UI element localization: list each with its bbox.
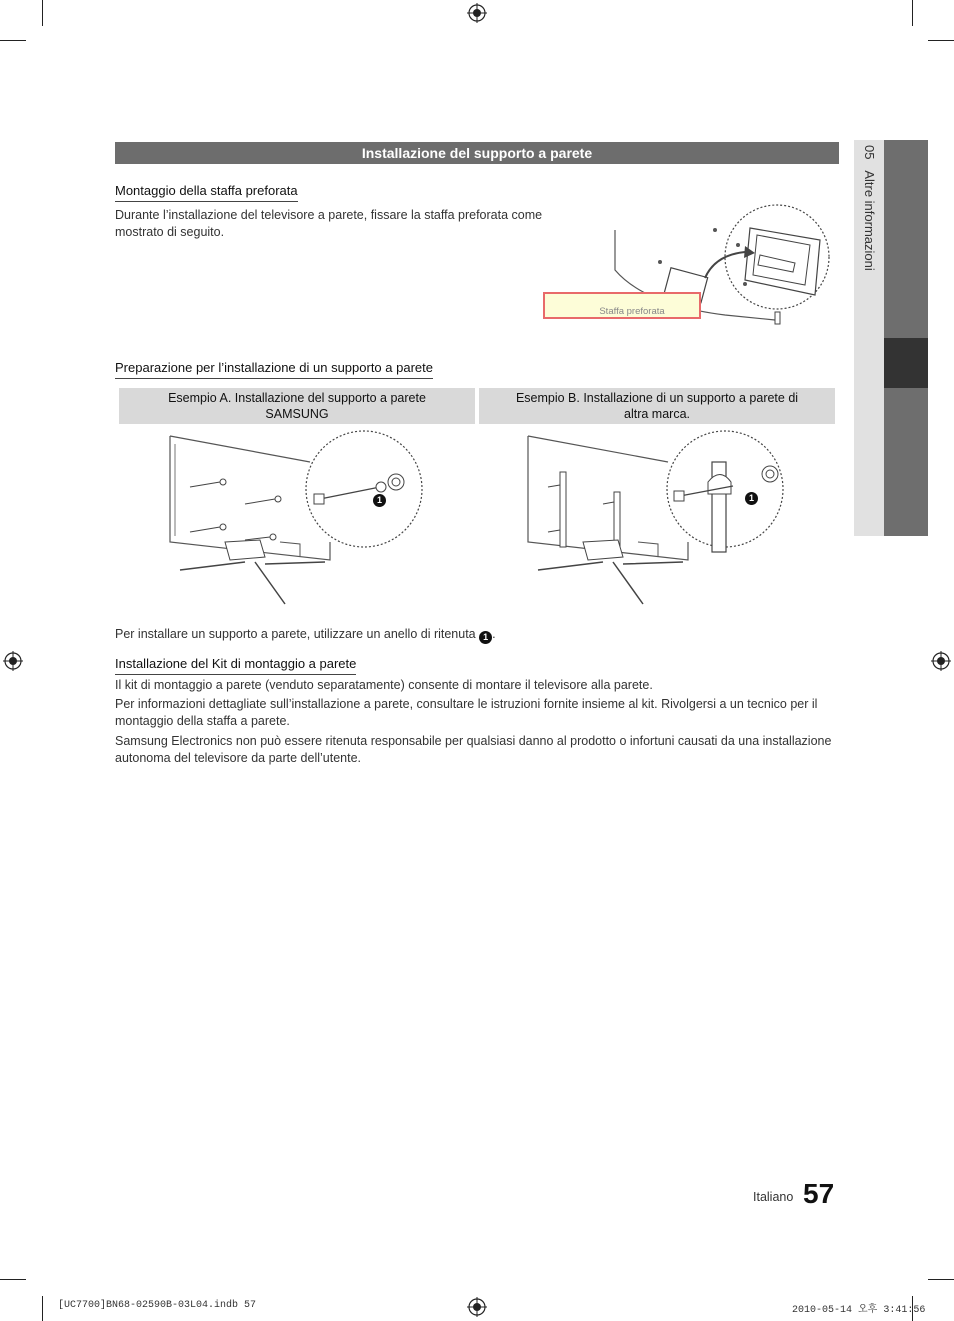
side-tab-label	[855, 145, 883, 445]
registration-mark-icon	[467, 3, 487, 23]
registration-mark-icon	[3, 651, 23, 671]
registration-mark-icon	[467, 1297, 487, 1317]
subsection-title-preparazione: Preparazione per l’installazione di un supporto a parete	[115, 360, 433, 379]
kit-paragraph-1: Il kit di montaggio a parete (venduto separatamente) consente di montare il televisore alla parete.	[115, 678, 653, 692]
page-number: 57	[803, 1178, 835, 1209]
crop-mark	[912, 0, 913, 26]
example-a-header: Esempio A. Installazione del supporto a parete SAMSUNG	[119, 388, 475, 424]
footer-file-info: [UC7700]BN68-02590B-03L04.indb 57	[58, 1300, 257, 1311]
callout-badge: 1	[373, 494, 386, 507]
bracket-label: Staffa preforata	[599, 306, 665, 317]
crop-mark	[42, 0, 43, 26]
example-b-illustration	[528, 432, 788, 607]
example-a-illustration	[170, 432, 430, 607]
ring-note-text: Per installare un supporto a parete, utilizzare un anello di ritenuta	[115, 627, 476, 641]
crop-mark	[928, 40, 954, 41]
chapter-number: 05	[862, 145, 877, 160]
crop-mark	[42, 1296, 43, 1321]
callout-badge: 1	[745, 492, 758, 505]
kit-paragraph-3: Samsung Electronics non può essere ritenuta responsabile per qualsiasi danno al prodotto o infortuni causati da una installazione autonoma del televisore da parte dell’utente.	[115, 734, 832, 765]
subsection-title-kit: Installazione del Kit di montaggio a parete	[115, 656, 356, 675]
crop-mark	[0, 40, 26, 41]
chapter-title: Altre informazioni	[862, 170, 877, 271]
crop-mark	[928, 1279, 954, 1280]
ring-note	[115, 626, 815, 644]
footer-date: 2010-05-14 오후 3:41:56	[792, 1305, 926, 1316]
subsection-title-montaggio: Montaggio della staffa preforata	[115, 183, 298, 202]
example-b-header: Esempio B. Installazione di un supporto a parete di altra marca.	[479, 388, 835, 424]
section-header: Installazione del supporto a parete	[115, 142, 839, 164]
kit-paragraph-2: Per informazioni dettagliate sull’installazione a parete, consultare le istruzioni fornite insieme al kit. Rivolgersi a un tecnico per il montaggio della staffa a parete.	[115, 697, 818, 728]
crop-mark	[0, 1279, 26, 1280]
ring-note-badge: 1	[479, 631, 492, 644]
registration-mark-icon	[931, 651, 951, 671]
montaggio-text: Durante l’installazione del televisore a parete, fissare la staffa preforata come mostrato di seguito.	[115, 208, 543, 239]
side-tab-active-marker	[884, 338, 928, 388]
footer-language: Italiano	[753, 1190, 794, 1204]
ring-note-period: .	[492, 627, 496, 641]
